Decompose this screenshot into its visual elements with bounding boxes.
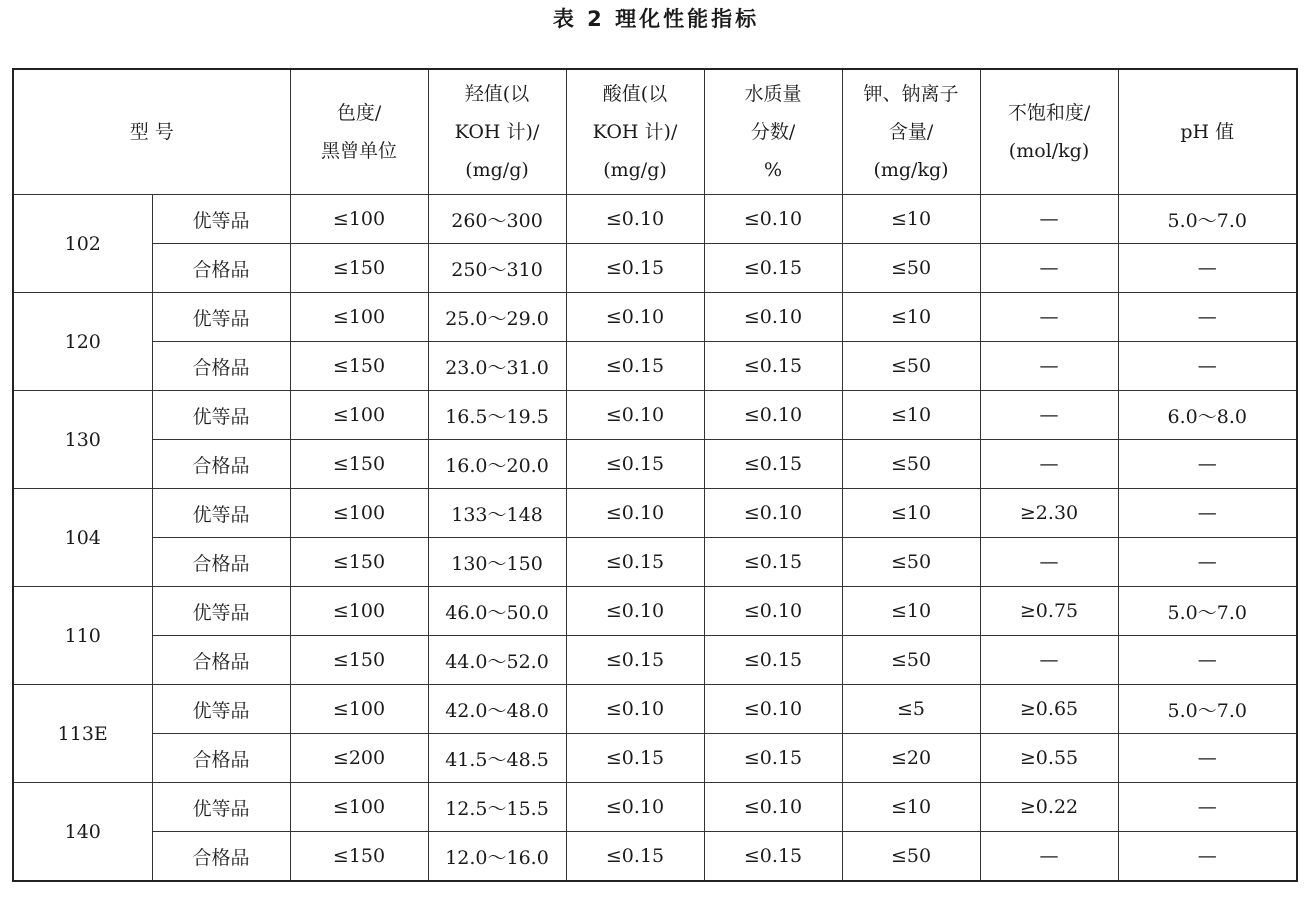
cell-grade: 优等品: [152, 587, 290, 636]
cell-grade: 合格品: [152, 832, 290, 882]
table-row: [13, 587, 1297, 636]
cell-acid-value: ≤0.15: [566, 244, 704, 293]
cell-water-content: ≤0.10: [704, 489, 842, 538]
header-color-line: 色度/: [336, 102, 382, 124]
cell-color: ≤150: [290, 440, 428, 489]
cell-grade: 优等品: [152, 685, 290, 734]
cell-ph: —: [1118, 489, 1297, 538]
cell-hydroxyl-value: 16.5～19.5: [428, 391, 566, 440]
cell-acid-value: ≤0.10: [566, 587, 704, 636]
cell-color: ≤100: [290, 391, 428, 440]
header-hydroxyl-line: KOH 计)/: [454, 121, 540, 143]
cell-ph: —: [1118, 440, 1297, 489]
cell-unsaturation: ≥0.22: [980, 783, 1118, 832]
cell-unsaturation: ≥2.30: [980, 489, 1118, 538]
table-row: [13, 538, 1297, 587]
cell-color: ≤150: [290, 636, 428, 685]
cell-ion-content: ≤50: [842, 244, 980, 293]
cell-unsaturation: —: [980, 391, 1118, 440]
cell-ph: —: [1118, 342, 1297, 391]
cell-acid-value: ≤0.15: [566, 342, 704, 391]
header-hydroxyl: [428, 69, 566, 195]
table-row: [13, 440, 1297, 489]
cell-hydroxyl-value: 42.0～48.0: [428, 685, 566, 734]
cell-color: ≤100: [290, 293, 428, 342]
cell-grade: 优等品: [152, 783, 290, 832]
cell-acid-value: ≤0.15: [566, 832, 704, 882]
table-row: [13, 244, 1297, 293]
cell-ph: —: [1118, 734, 1297, 783]
header-water-line: 分数/: [750, 121, 796, 143]
header-unsaturation-line: 不饱和度/: [1007, 102, 1091, 124]
header-acid-line: KOH 计)/: [592, 121, 678, 143]
cell-water-content: ≤0.10: [704, 685, 842, 734]
cell-hydroxyl-value: 41.5～48.5: [428, 734, 566, 783]
cell-grade: 优等品: [152, 195, 290, 244]
cell-unsaturation: ≥0.55: [980, 734, 1118, 783]
cell-hydroxyl-value: 23.0～31.0: [428, 342, 566, 391]
cell-grade: 合格品: [152, 538, 290, 587]
cell-grade: 合格品: [152, 734, 290, 783]
cell-hydroxyl-value: 46.0～50.0: [428, 587, 566, 636]
table-body: [13, 195, 1297, 882]
cell-model: 140: [13, 783, 152, 882]
cell-grade: 优等品: [152, 293, 290, 342]
cell-ion-content: ≤10: [842, 489, 980, 538]
cell-color: ≤100: [290, 587, 428, 636]
cell-ion-content: ≤50: [842, 832, 980, 882]
cell-unsaturation: —: [980, 342, 1118, 391]
cell-acid-value: ≤0.15: [566, 734, 704, 783]
table-row: [13, 489, 1297, 538]
cell-acid-value: ≤0.10: [566, 391, 704, 440]
spec-table: [12, 68, 1298, 882]
cell-water-content: ≤0.15: [704, 734, 842, 783]
header-water: [704, 69, 842, 195]
header-color: [290, 69, 428, 195]
cell-acid-value: ≤0.10: [566, 783, 704, 832]
header-color-line: 黑曾单位: [321, 140, 398, 162]
cell-water-content: ≤0.10: [704, 587, 842, 636]
cell-ph: —: [1118, 244, 1297, 293]
header-unsaturation: [980, 69, 1118, 195]
cell-color: ≤150: [290, 342, 428, 391]
cell-color: ≤150: [290, 832, 428, 882]
cell-unsaturation: —: [980, 832, 1118, 882]
table-row: [13, 832, 1297, 882]
cell-water-content: ≤0.15: [704, 832, 842, 882]
header-ions: [842, 69, 980, 195]
header-water-line: %: [763, 159, 783, 181]
cell-ion-content: ≤50: [842, 342, 980, 391]
cell-unsaturation: —: [980, 538, 1118, 587]
cell-water-content: ≤0.15: [704, 440, 842, 489]
cell-acid-value: ≤0.10: [566, 195, 704, 244]
table-row: [13, 685, 1297, 734]
cell-color: ≤100: [290, 685, 428, 734]
cell-ion-content: ≤10: [842, 391, 980, 440]
cell-color: ≤150: [290, 538, 428, 587]
header-ions-line: 含量/: [888, 121, 934, 143]
cell-ph: —: [1118, 832, 1297, 882]
cell-ion-content: ≤50: [842, 636, 980, 685]
table-row: [13, 734, 1297, 783]
cell-unsaturation: —: [980, 244, 1118, 293]
cell-ion-content: ≤10: [842, 195, 980, 244]
cell-hydroxyl-value: 12.0～16.0: [428, 832, 566, 882]
header-model-label: 型 号: [129, 121, 174, 143]
header-water-line: 水质量: [744, 83, 802, 105]
header-model: [13, 69, 290, 195]
cell-hydroxyl-value: 133～148: [428, 489, 566, 538]
cell-unsaturation: ≥0.75: [980, 587, 1118, 636]
cell-hydroxyl-value: 250～310: [428, 244, 566, 293]
cell-ph: —: [1118, 783, 1297, 832]
cell-color: ≤100: [290, 783, 428, 832]
cell-grade: 优等品: [152, 391, 290, 440]
cell-ph: 5.0～7.0: [1118, 587, 1297, 636]
header-acid: [566, 69, 704, 195]
table-row: [13, 391, 1297, 440]
table-row: [13, 195, 1297, 244]
cell-ph: 6.0～8.0: [1118, 391, 1297, 440]
cell-acid-value: ≤0.10: [566, 489, 704, 538]
cell-water-content: ≤0.10: [704, 293, 842, 342]
cell-unsaturation: —: [980, 440, 1118, 489]
cell-ion-content: ≤10: [842, 587, 980, 636]
cell-water-content: ≤0.15: [704, 244, 842, 293]
header-hydroxyl-line: (mg/g): [465, 159, 529, 181]
cell-grade: 合格品: [152, 342, 290, 391]
cell-hydroxyl-value: 260～300: [428, 195, 566, 244]
table-row: [13, 342, 1297, 391]
cell-hydroxyl-value: 130～150: [428, 538, 566, 587]
cell-hydroxyl-value: 12.5～15.5: [428, 783, 566, 832]
cell-grade: 合格品: [152, 440, 290, 489]
cell-acid-value: ≤0.10: [566, 293, 704, 342]
cell-water-content: ≤0.10: [704, 391, 842, 440]
cell-ph: 5.0～7.0: [1118, 685, 1297, 734]
cell-acid-value: ≤0.15: [566, 440, 704, 489]
table-row: [13, 636, 1297, 685]
cell-model: 102: [13, 195, 152, 293]
header-unsaturation-line: (mol/kg): [1008, 140, 1090, 162]
cell-hydroxyl-value: 16.0～20.0: [428, 440, 566, 489]
cell-grade: 优等品: [152, 489, 290, 538]
cell-ph: 5.0～7.0: [1118, 195, 1297, 244]
header-acid-line: (mg/g): [603, 159, 667, 181]
cell-color: ≤100: [290, 195, 428, 244]
cell-hydroxyl-value: 44.0～52.0: [428, 636, 566, 685]
table-caption: 表 2 理化性能指标: [552, 7, 760, 31]
cell-ion-content: ≤50: [842, 440, 980, 489]
cell-ph: —: [1118, 293, 1297, 342]
cell-grade: 合格品: [152, 244, 290, 293]
cell-hydroxyl-value: 25.0～29.0: [428, 293, 566, 342]
cell-water-content: ≤0.15: [704, 538, 842, 587]
header-row: [13, 69, 1297, 195]
cell-ion-content: ≤10: [842, 293, 980, 342]
cell-model: 104: [13, 489, 152, 587]
cell-acid-value: ≤0.15: [566, 538, 704, 587]
cell-acid-value: ≤0.15: [566, 636, 704, 685]
cell-unsaturation: ≥0.65: [980, 685, 1118, 734]
cell-water-content: ≤0.10: [704, 195, 842, 244]
cell-water-content: ≤0.15: [704, 636, 842, 685]
header-ions-line: (mg/kg): [873, 159, 949, 181]
cell-color: ≤150: [290, 244, 428, 293]
header-hydroxyl-line: 羟值(以: [464, 83, 530, 105]
cell-ion-content: ≤10: [842, 783, 980, 832]
cell-ion-content: ≤20: [842, 734, 980, 783]
cell-unsaturation: —: [980, 195, 1118, 244]
cell-ph: —: [1118, 538, 1297, 587]
cell-ion-content: ≤5: [842, 685, 980, 734]
cell-acid-value: ≤0.10: [566, 685, 704, 734]
cell-grade: 合格品: [152, 636, 290, 685]
header-ph-label: pH 值: [1180, 121, 1235, 143]
cell-color: ≤100: [290, 489, 428, 538]
header-ph: [1118, 69, 1297, 195]
cell-model: 113E: [13, 685, 152, 783]
cell-water-content: ≤0.15: [704, 342, 842, 391]
cell-model: 110: [13, 587, 152, 685]
cell-unsaturation: —: [980, 636, 1118, 685]
table-row: [13, 293, 1297, 342]
cell-model: 130: [13, 391, 152, 489]
table-row: [13, 783, 1297, 832]
header-acid-line: 酸值(以: [602, 83, 668, 105]
cell-unsaturation: —: [980, 293, 1118, 342]
cell-ion-content: ≤50: [842, 538, 980, 587]
cell-color: ≤200: [290, 734, 428, 783]
cell-ph: —: [1118, 636, 1297, 685]
cell-model: 120: [13, 293, 152, 391]
header-ions-line: 钾、钠离子: [863, 83, 959, 105]
cell-water-content: ≤0.10: [704, 783, 842, 832]
